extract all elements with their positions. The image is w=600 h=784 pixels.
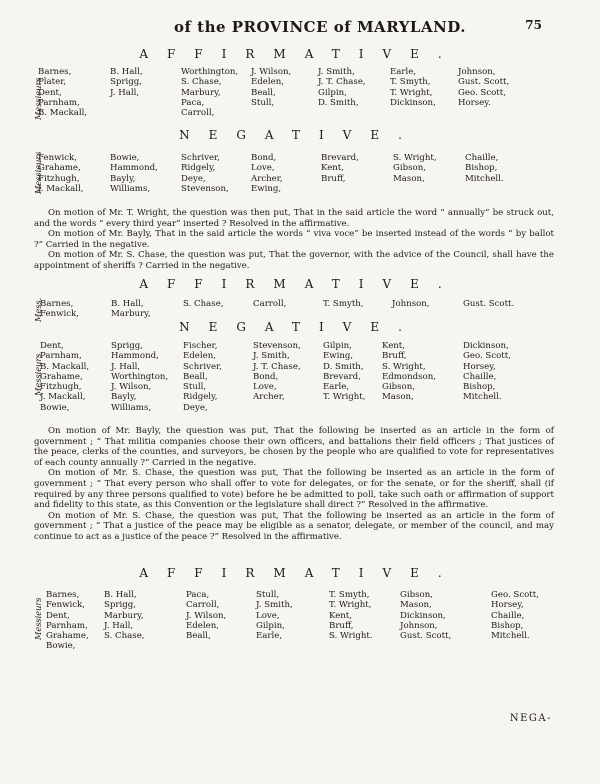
member-name: Gibson, xyxy=(400,590,433,600)
member-name: Stull, xyxy=(183,382,207,393)
member-name: Marbury, xyxy=(104,610,144,621)
member-name: Fenwick, xyxy=(38,153,77,163)
member-name: Ewing, xyxy=(323,351,354,362)
name-column xyxy=(390,67,436,108)
member-name: Brevard, xyxy=(321,153,359,163)
name-column xyxy=(329,590,373,641)
name-column xyxy=(251,67,291,108)
member-name: Hammond, xyxy=(110,163,158,174)
member-name: Beall, xyxy=(183,371,208,382)
member-name: Johnson, xyxy=(400,620,438,631)
member-name: Ridgely, xyxy=(181,163,216,174)
member-name: Gust. Scott. xyxy=(463,299,515,309)
vote1-negative-label: Messieurs xyxy=(33,151,43,194)
member-name: Carroll, xyxy=(186,600,220,611)
member-name: Gibson, xyxy=(393,163,426,174)
member-name: B. Mackall, xyxy=(38,108,88,119)
vote1-negative-heading: NEGATIVE. xyxy=(179,128,421,142)
member-name: Worthington, xyxy=(181,67,239,77)
member-name: Dickinson, xyxy=(400,610,446,621)
vote2-affirmative-heading: AFFIRMATIVE. xyxy=(139,277,461,291)
name-column xyxy=(181,67,238,118)
member-name: Dickinson, xyxy=(390,97,436,108)
member-name: B. Hall, xyxy=(111,299,144,309)
member-name: Archer, xyxy=(251,173,283,184)
motions-block-2 xyxy=(34,426,554,543)
member-name: Schriver, xyxy=(183,361,222,372)
member-name: Dent, xyxy=(38,87,62,98)
member-name: Deye, xyxy=(183,402,208,413)
member-name: Bowie, xyxy=(110,153,140,163)
vote3-affirmative-heading: AFFIRMATIVE. xyxy=(139,566,461,580)
name-column xyxy=(465,153,504,184)
vote2-affirmative-list xyxy=(40,299,570,321)
member-name: Chaille, xyxy=(465,153,499,163)
member-name: Archer, xyxy=(253,392,285,403)
vote2-negative-label: Messieurs xyxy=(33,353,43,396)
name-column xyxy=(253,299,286,309)
member-name: J. Wilson, xyxy=(111,382,152,393)
member-name: Grahame, xyxy=(38,163,81,174)
name-column xyxy=(46,590,89,652)
running-head: of the PROVINCE of MARYLAND. xyxy=(173,18,466,36)
member-name: Mitchell. xyxy=(465,173,504,184)
member-name: Bowie, xyxy=(46,641,76,652)
name-column xyxy=(463,299,514,309)
name-column xyxy=(463,341,511,403)
member-name: Sprigg, xyxy=(110,77,142,88)
member-name: Mason, xyxy=(400,600,432,611)
member-name: Gust. Scott, xyxy=(400,631,452,642)
member-name: S. Wright. xyxy=(329,631,373,642)
member-name: S. Chase, xyxy=(104,631,145,642)
name-column xyxy=(318,67,366,108)
member-name: Edelen, xyxy=(186,620,219,631)
member-name: Williams, xyxy=(110,183,151,194)
name-column xyxy=(393,153,437,184)
vote2-negative-heading: NEGATIVE. xyxy=(179,320,421,334)
name-column xyxy=(38,153,84,194)
member-name: J. Hall, xyxy=(104,620,134,631)
vote1-negative-list xyxy=(38,153,568,198)
member-name: Edelen, xyxy=(183,351,216,362)
member-name: Bishop, xyxy=(465,163,498,174)
member-name: Geo. Scott, xyxy=(491,590,539,600)
name-column xyxy=(104,590,145,641)
member-name: Gilpin, xyxy=(256,620,285,631)
member-name: Stevenson, xyxy=(181,183,229,194)
name-column xyxy=(181,153,229,194)
member-name: Worthington, xyxy=(111,371,169,382)
member-name: Bishop, xyxy=(463,382,496,393)
member-name: Gust. Scott, xyxy=(458,77,510,88)
member-name: Geo. Scott, xyxy=(458,87,506,98)
member-name: Love, xyxy=(253,382,277,393)
name-column xyxy=(256,590,293,641)
name-column xyxy=(110,153,158,194)
name-column xyxy=(253,341,301,403)
member-name: Deye, xyxy=(181,173,206,184)
member-name: Chaille, xyxy=(463,371,497,382)
vote2-negative-list xyxy=(40,341,570,416)
name-column xyxy=(251,153,283,194)
member-name: J. Wilson, xyxy=(186,610,227,621)
member-name: Paca, xyxy=(186,590,210,600)
member-name: Bayly, xyxy=(110,173,136,184)
member-name: Gilpin, xyxy=(323,341,352,351)
member-name: S. Wright, xyxy=(382,361,426,372)
member-name: Grahame, xyxy=(40,371,83,382)
member-name: Parnham, xyxy=(38,97,80,108)
member-name: Plater, xyxy=(38,77,67,88)
member-name: S. Wright, xyxy=(393,153,437,163)
member-name: Williams, xyxy=(111,402,152,413)
name-column xyxy=(323,299,364,309)
member-name: T. Smyth, xyxy=(323,299,364,309)
member-name: Dent, xyxy=(40,341,64,351)
name-column xyxy=(321,153,359,184)
member-name: J. Smith, xyxy=(318,67,355,77)
member-name: Schriver, xyxy=(181,153,220,163)
member-name: J. Hall, xyxy=(111,361,141,372)
member-name: D. Smith, xyxy=(323,361,364,372)
member-name: Stevenson, xyxy=(253,341,301,351)
member-name: Carroll, xyxy=(181,108,215,119)
name-column xyxy=(186,590,226,641)
member-name: J. T. Chase, xyxy=(318,77,366,88)
member-name: Bruff, xyxy=(382,351,407,362)
name-column xyxy=(458,67,509,108)
member-name: Dickinson, xyxy=(463,341,509,351)
vote1-affirmative-list xyxy=(38,67,568,127)
name-column xyxy=(38,67,87,118)
member-name: Kent, xyxy=(329,610,352,621)
name-column xyxy=(183,299,224,309)
member-name: Earle, xyxy=(390,67,417,77)
member-name: Horsey. xyxy=(458,97,491,108)
member-name: B. Hall, xyxy=(104,590,137,600)
member-name: Gibson, xyxy=(382,382,415,393)
vote1-affirmative-label: Messieurs xyxy=(33,77,43,120)
motion-paragraph: On motion of Mr. Bayly, That in the said article the words “ viva voce” be inserted instead of the words “ by ballot ?” Carried in the negative. xyxy=(34,229,554,250)
member-name: Earle, xyxy=(323,382,350,393)
member-name: J. Wilson, xyxy=(251,67,292,77)
member-name: Beall, xyxy=(186,631,211,642)
name-column xyxy=(111,341,168,413)
name-column xyxy=(491,590,539,641)
member-name: B. Hall, xyxy=(110,67,143,77)
member-name: Johnson, xyxy=(458,67,496,77)
motion-paragraph: On motion of Mr. S. Chase, the question was put, That the following be inserted as an article in the form of government ; “ That a justice of the peace may be eligible as a senator, delegate, or member of the council, and may continue to act as a justice of the peace ?” Resolved in the affirmative. xyxy=(34,510,554,542)
name-column xyxy=(382,341,436,403)
member-name: T. Wright, xyxy=(323,392,366,403)
member-name: Edmondson, xyxy=(382,371,436,382)
member-name: Dent, xyxy=(46,610,70,621)
member-name: Bruff, xyxy=(329,620,354,631)
member-name: Bruff, xyxy=(321,173,346,184)
member-name: Bishop, xyxy=(491,620,524,631)
motion-paragraph: On motion of Mr. T. Wright, the question was then put, That in the said article the word “ annually” be struck out, and the words “ every third year” inserted ? Resolved in the affirmative. xyxy=(34,208,554,229)
name-column xyxy=(400,590,451,641)
member-name: Mason, xyxy=(382,392,414,403)
member-name: D. Smith, xyxy=(318,97,359,108)
member-name: Ridgely, xyxy=(183,392,218,403)
member-name: Hammond, xyxy=(111,351,159,362)
member-name: Bond, xyxy=(253,371,279,382)
member-name: Barnes, xyxy=(40,299,74,309)
member-name: Kent, xyxy=(321,163,344,174)
vote1-affirmative-heading: AFFIRMATIVE. xyxy=(139,47,461,61)
member-name: Love, xyxy=(251,163,275,174)
member-name: Sprigg, xyxy=(111,341,143,351)
member-name: Fitzhugh, xyxy=(40,382,82,393)
member-name: Stull, xyxy=(251,97,275,108)
member-name: J. Hall, xyxy=(110,87,140,98)
name-column xyxy=(183,341,222,413)
member-name: Paca, xyxy=(181,97,205,108)
member-name: Parnham, xyxy=(40,351,82,362)
motion-paragraph: On motion of Mr. Bayly, the question was put, That the following be inserted as an article in the form of government ; “ That militia companies choose their own officers, and battalions their field officers ; That justices of the peace, clerks of the counties, and surveyors, be chosen by the people who are qualified to vote for representatives of each county annually ?” Carried in the negative. xyxy=(34,426,554,468)
name-column xyxy=(40,341,89,413)
member-name: J. Smith, xyxy=(256,600,293,611)
member-name: Geo. Scott, xyxy=(463,351,511,362)
name-column xyxy=(111,299,151,320)
member-name: Edelen, xyxy=(251,77,284,88)
member-name: T. Smyth, xyxy=(329,590,370,600)
member-name: Sprigg, xyxy=(104,600,136,611)
vote3-affirmative-list xyxy=(46,590,566,660)
member-name: Bond, xyxy=(251,153,277,163)
member-name: Mason, xyxy=(393,173,425,184)
member-name: Mitchell. xyxy=(491,631,530,642)
member-name: S. Chase, xyxy=(181,77,222,88)
motion-paragraph: On motion of Mr. S. Chase, the question was put, That the following be inserted as an article in the form of government ; “ That every person who shall offer to vote for delegates, or for the senate, or for the sheriff, shall (if required by any three persons qualified to vote) before he be admitted to poll, take such oath or affirmation of support and fidelity to this state, as this Convention or the legislature shall direct ?” Resolved in the affirmative. xyxy=(34,468,554,511)
motions-block-1 xyxy=(34,208,554,272)
member-name: Marbury, xyxy=(111,309,151,320)
member-name: B. Mackall, xyxy=(40,361,90,372)
member-name: Fenwick, xyxy=(40,309,79,320)
member-name: Bowie, xyxy=(40,402,70,413)
member-name: Parnham, xyxy=(46,620,88,631)
member-name: Fischer, xyxy=(183,341,218,351)
member-name: Barnes, xyxy=(46,590,80,600)
vote3-affirmative-label: Messieurs xyxy=(33,597,43,640)
member-name: Horsey, xyxy=(491,600,524,611)
name-column xyxy=(110,67,143,98)
member-name: Marbury, xyxy=(181,87,221,98)
catchword: NEGA- xyxy=(509,713,552,724)
member-name: Earle, xyxy=(256,631,283,642)
member-name: S. Chase, xyxy=(183,299,224,309)
member-name: T. Smyth, xyxy=(390,77,431,88)
page-number: 75 xyxy=(525,18,542,32)
member-name: J. Mackall, xyxy=(40,392,86,403)
member-name: Brevard, xyxy=(323,371,361,382)
motion-paragraph: On motion of Mr. S. Chase, the question was put, That the governor, with the advice of the Council, shall have the appointment of sheriffs ? Carried in the negative. xyxy=(34,250,554,271)
name-column xyxy=(40,299,79,320)
member-name: J. Smith, xyxy=(253,351,290,362)
member-name: T. Wright, xyxy=(390,87,433,98)
name-column xyxy=(323,341,365,403)
member-name: Gilpin, xyxy=(318,87,347,98)
member-name: Mitchell. xyxy=(463,392,502,403)
member-name: Love, xyxy=(256,610,280,621)
member-name: Carroll, xyxy=(253,299,287,309)
member-name: Beall, xyxy=(251,87,276,98)
name-column xyxy=(392,299,430,309)
member-name: Chaille, xyxy=(491,610,525,621)
member-name: Barnes, xyxy=(38,67,72,77)
member-name: Grahame, xyxy=(46,631,89,642)
member-name: Stull, xyxy=(256,590,280,600)
member-name: Fitzhugh, xyxy=(38,173,80,184)
member-name: T. Wright, xyxy=(329,600,372,611)
member-name: J. Mackall, xyxy=(38,183,84,194)
member-name: Fenwick, xyxy=(46,600,85,611)
member-name: Kent, xyxy=(382,341,405,351)
member-name: Horsey, xyxy=(463,361,496,372)
member-name: Ewing, xyxy=(251,183,282,194)
vote2-affirmative-label: Mess. xyxy=(33,297,43,322)
member-name: Bayly, xyxy=(111,392,137,403)
member-name: Johnson, xyxy=(392,299,430,309)
member-name: J. T. Chase, xyxy=(253,361,301,372)
